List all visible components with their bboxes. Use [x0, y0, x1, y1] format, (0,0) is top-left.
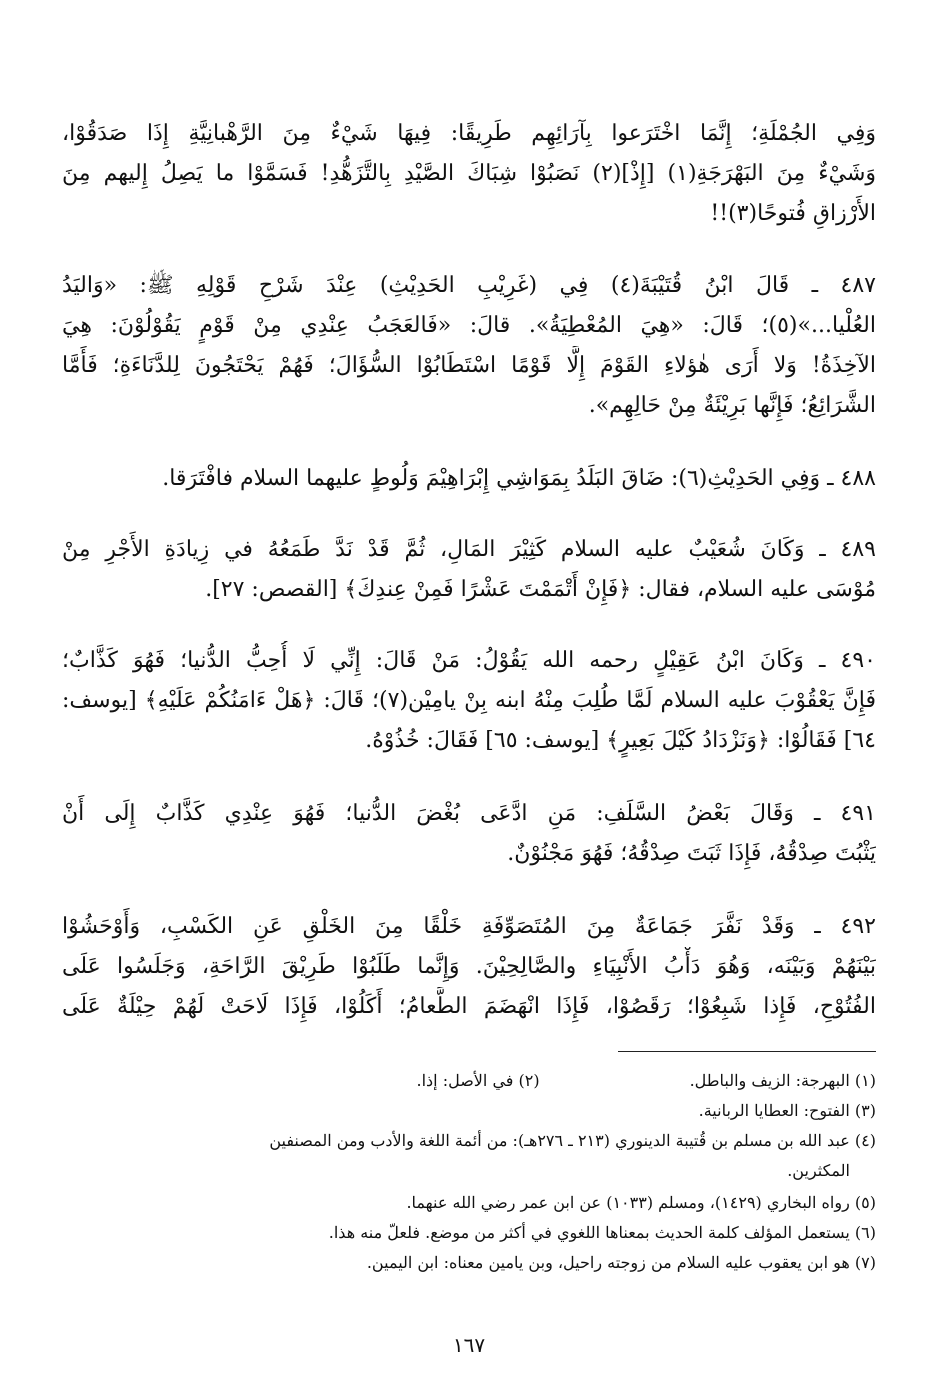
paragraph-487-line: العُلْيا...»(٥)؛ قَالَ: «هِيَ المُعْطِيَةُ». قالَ: «فَالعَجَبُ عِنْدِي مِنْ قَوْمٍ يَقُوْلُوْنَ: هِيَ	[62, 313, 876, 338]
footnote-5: (٥) رواه البخاري (١٤٢٩)، ومسلم (١٠٣٣) عن ابن عمر رضي الله عنهما.	[406, 1193, 876, 1212]
footnote-3: (٣) الفتوح: العطايا الربانية.	[698, 1101, 876, 1120]
text-line: وَشَيْءٌ مِنَ البَهْرَجَةِ(١) [إِذْ](٢) نَصَبُوْا شِبَاكَ الصَّيْدِ بِالتَّزَهُّدِ! فَسَمَّوْا ما يَصِلُ إِليهم مِنَ	[62, 161, 876, 186]
paragraph-490-line: ٦٤] فَقَالُوْا: ﴿وَنَزْدَادُ كَيْلَ بَعِيرٍ﴾ [يوسف: ٦٥] فَقَالَ: خُذُوْهُ.	[365, 728, 876, 753]
paragraph-487-line: الآخِذَةُ! وَلا أَرَى هٰؤلاءِ القَوْمَ إِلَّا قَوْمًا اسْتَطَابُوْا السُّؤَالَ؛ فَهُمْ يَحْتَجُونَ لِلدَّنَاءَةِ؛ فَأَمَّا	[62, 353, 876, 378]
paragraph-492-line: ٤٩٢ ـ وَقَدْ نَفَّرَ جَمَاعَةٌ مِنَ المُتَصَوِّفَةِ خَلْقًا مِنَ الخَلْقِ عَنِ الكَسْبِ، وَأَوْحَشُوْا	[62, 914, 876, 939]
footnote-separator	[618, 1051, 876, 1052]
text-line: وَفِي الجُمْلَةِ؛ إِنَّمَا اخْتَرَعوا بِآرَائِهِم طَرِيقًا: فِيهَا شَيْءٌ مِنَ الرَّهْبانِيَّةِ إِذَا صَدَقُوْا،	[62, 121, 876, 146]
text-line: الأَرْزاقِ فُتوحًا(٣)!!	[710, 201, 876, 226]
paragraph-491-line: يَثْبُتَ صِدْقُهُ، فَإِذَا ثَبَتَ صِدْقُهُ؛ فَهُوَ مَجْنُوْنٌ.	[507, 841, 876, 866]
footnote-4-continued: المكثرين.	[787, 1161, 850, 1180]
footnote-row	[62, 1066, 876, 1096]
paragraph-488-line: ٤٨٨ ـ وَفِي الحَدِيْثِ(٦): ضَاقَ البَلَدُ بِمَوَاشِي إِبْرَاهِيْمَ وَلُوطٍ عليهما السلام فافْتَرَقا.	[162, 466, 876, 491]
page-number: ١٦٧	[452, 1333, 486, 1357]
footnote-7: (٧) هو ابن يعقوب عليه السلام من زوجته راحيل، وبن يامين معناه: ابن اليمين.	[366, 1253, 876, 1272]
paragraph-490-line: ٤٩٠ ـ وَكَانَ ابْنُ عَقِيْلٍ رحمه الله يَقُوْلُ: مَنْ قَالَ: إِنِّي لَا أُحِبُّ الدُّنيا؛ فَهُوَ كَذَّابٌ؛	[62, 648, 876, 673]
paragraph-487-line: ٤٨٧ ـ قَالَ ابْنُ قُتَيْبَةَ(٤) فِي (غَرِيْبِ الحَدِيْثِ) عِنْدَ شَرْحِ قَوْلِهِ ﷺ: «وَاليَدُ	[62, 273, 876, 298]
paragraph-492-line: بَيْنَهُمْ وَبَيْنَه، وَهُوَ دَأْبُ الأَنْبِيَاءِ والصَّالِحِيْنَ. وَإِنَّما طَلَبُوْا طَرِيْقَ الرَّاحَةِ، وَجَلَسُوا عَلَى	[62, 954, 876, 979]
footnote-2: (٢) في الأصل: إذا.	[416, 1071, 540, 1090]
footnote-6: (٦) يستعمل المؤلف كلمة الحديث بمعناها اللغوي في أكثر من موضع. فلعلّ منه هذا.	[328, 1223, 876, 1242]
paragraph-487-line: الشَّرَائِعُ؛ فَإِنَّها بَرِيْئَةٌ مِنْ حَالِهِم».	[588, 393, 876, 418]
paragraph-489-line: مُوْسَى عليه السلام، فقال: ﴿فَإِنْ أَتْمَمْتَ عَشْرًا فَمِنْ عِندِكَ﴾ [القصص: ٢٧].	[205, 577, 876, 602]
paragraph-492-line: الفُتُوْحِ، فَإِذا شَبِعُوْا؛ رَقَصُوْا، فَإِذَا انْهَضَمَ الطَّعامُ؛ أَكَلُوْا، فَإِذَا لَاحَتْ لَهُمْ حِيْلَةٌ عَلَى	[62, 994, 876, 1019]
footnote-1: (١) البهرجة: الزيف والباطل.	[689, 1071, 876, 1090]
paragraph-490-line: فَإِنَّ يَعْقُوْبَ عليه السلام لَمَّا طُلِبَ مِنْهُ ابنه بِنْ يامِيْن(٧)؛ قَالَ: ﴿هَلْ ءَامَنُكُمْ عَلَيْهِ﴾ [يوسف:	[62, 688, 876, 713]
paragraph-489-line: ٤٨٩ ـ وَكَانَ شُعَيْبٌ عليه السلام كَثِيْرَ المَالِ، ثُمَّ قَدْ نَدَّ طَمَعُهُ في زِيادَةِ الأَجْرِ مِنْ	[62, 537, 876, 562]
paragraph-491-line: ٤٩١ ـ وَقَالَ بَعْضُ السَّلَفِ: مَنِ ادَّعَى بُغْضَ الدُّنيا؛ فَهُوَ عِنْدِي كَذَّابٌ إِلَى أَنْ	[62, 801, 876, 826]
footnote-4: (٤) عبد الله بن مسلم بن قُتيبة الدينوري (٢١٣ ـ ٢٧٦هـ): من أئمة اللغة والأدب ومن المصنفين	[269, 1131, 876, 1150]
